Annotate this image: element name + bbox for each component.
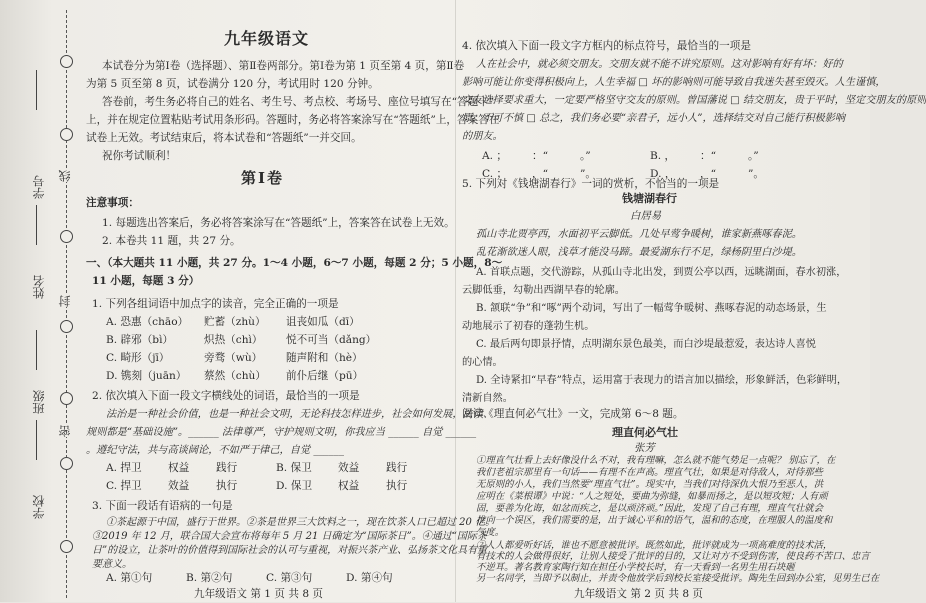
binding-hole: [60, 128, 73, 141]
option: 。”: [580, 150, 591, 162]
option: 执行: [216, 480, 238, 492]
passage-line: 规则都是“基础设施”。______ 法律尊严，守护规则文明，你我应当 ______ 自觉 ______: [86, 427, 477, 438]
option: C. ；: [482, 168, 508, 180]
option: B. 保卫: [276, 462, 312, 474]
option: D. 镌刻（juān）: [106, 370, 187, 382]
essay-line: 推向一个误区，我们需要的是，出于诚心平和的语气，温和的态度，在理服人的温度和: [476, 515, 833, 526]
poem-title: 钱塘湖春行: [622, 192, 677, 205]
note-item: 2. 本卷共 11 题，共 27 分。: [102, 235, 241, 247]
option: 前仆后继（pū）: [286, 370, 364, 382]
binding-hole: [60, 55, 73, 68]
label-name: 姓名: [32, 275, 46, 299]
poem-author: 白居易: [630, 210, 662, 222]
option: B. ，: [650, 150, 676, 162]
essay-line: 气度。: [476, 527, 505, 538]
poem-line: 乱花渐欲迷人眼，浅草才能没马蹄。最爱湖东行不足，绿杨阴里白沙堤。: [476, 247, 802, 258]
option: B. 辟邪（bì）: [106, 334, 174, 346]
option: ：“: [700, 150, 717, 162]
passage-line: 日”的设立，让茶叶的价值得到国际社会的认可与重视，对振兴茶产业、弘扬茶文化具有重: [92, 545, 488, 556]
page-footer: 九年级语文 第 1 页 共 8 页: [194, 588, 324, 600]
page-2: [462, 0, 926, 602]
essay-paragraph-1: [476, 455, 835, 539]
passage-line: 原，不可不慎 □ 总之，我们务必要“亲君子，远小人”，选择结交对自己能行积极影响: [462, 113, 846, 124]
passage-line: 交友选择要求重大，一定要严格坚守交友的原则。曾国藩说 □ 结交朋友，贵于平时，坚定交朋友的原则: [462, 95, 926, 106]
option: 随声附和（hè）: [286, 352, 363, 364]
fill-line: [36, 70, 37, 110]
option: D. 保卫: [276, 480, 313, 492]
passage-line: 的朋友。: [462, 131, 503, 142]
binding-hole: [60, 540, 73, 553]
fill-line: [36, 205, 37, 245]
question-4: 4. 依次填入下面一段文字方框内的标点符号，最恰当的一项是: [462, 40, 751, 52]
option: C. 第③句: [266, 572, 313, 584]
label-school: 学校: [32, 495, 46, 519]
page-divider: [455, 0, 456, 602]
passage-line: 。遵纪守法，共与高谈阔论，不如严于律己，自觉 ______: [86, 445, 344, 456]
essay-paragraph-2: [476, 540, 879, 584]
option: D. 全诗紧扣“早春”特点，运用富于表现力的语言加以描绘，形象鲜活，色彩鲜明，: [476, 375, 848, 386]
poem-line: 孤山寺北贾亭西，水面初平云脚低。几处早莺争暖树，谁家新燕啄春泥。: [476, 229, 802, 240]
option: D. ，: [650, 168, 676, 180]
intro-line: 为第 5 页至第 8 页，试卷满分 120 分，考试用时 120 分钟。: [86, 78, 379, 90]
seal-mark-secret: 密: [58, 425, 72, 437]
option: 清新自然。: [462, 393, 513, 404]
option: 云脚低垂，勾勒出西湖早春的轮廓。: [462, 285, 625, 296]
question-5: 5. 下列对《钱塘湖春行》一词的赏析，不恰当的一项是: [462, 178, 720, 190]
exam-title: 九年级语文: [224, 29, 310, 48]
option: 权益: [338, 480, 360, 492]
option: ”。: [580, 168, 597, 180]
option: ，“: [700, 168, 717, 180]
binding-hole: [60, 457, 73, 470]
label-student-id: 学号: [32, 175, 46, 199]
question-3: 3. 下面一段话有语病的一句是: [92, 500, 233, 512]
option: 的心情。: [462, 357, 503, 368]
option: B. 第②句: [186, 572, 233, 584]
passage-line: ③2019 年 12 月，联合国大会宣布将每年 5 月 21 日确定为“国际茶日”。④通过“国际茶: [92, 531, 487, 542]
option: A. ；: [482, 150, 507, 162]
option: 悦不可当（dǎng）: [286, 334, 377, 346]
option: 权益: [168, 462, 190, 474]
option: B. 颔联“争”和“啄”两个动词，写出了一幅莺争暖树、燕啄春泥的动态场景，生: [476, 303, 827, 314]
passage-line: 影响可能让你变得积极向上，人生幸福 □ 坏的影响则可能导致自我迷失甚至毁灭。人生谨慎，: [462, 77, 886, 88]
essay-line: 另一名同学，当即予以制止，并责令他放学后到校长室接受批评。陶先生回到办公室，见男生已在: [476, 573, 880, 584]
option: A. 捍卫: [106, 462, 142, 474]
option: 。”: [748, 150, 759, 162]
option: 贮蓄（zhù）: [204, 316, 266, 328]
option: ，“: [532, 168, 549, 180]
essay-line: 无原则的小人，我们当然要“理直气壮”。现实中，当我们对待深仇大恨乃至恶人，洪: [476, 479, 824, 490]
essay-line: 有技术的人会做得很好，让别人接受了批评的目的，又让对方不受到伤害，使良药不苦口、忠言: [476, 551, 870, 562]
option: 诅丧如瓜（dī）: [286, 316, 360, 328]
essay-line: 不逆耳。著名教育家陶行知在担任小学校长时，有一天看到一名男生用石块砸: [476, 562, 795, 573]
option: 践行: [386, 462, 408, 474]
label-class: 班级: [32, 390, 46, 414]
question-2: 2. 依次填入下面一段文字横线处的词语，最恰当的一项是: [92, 390, 360, 402]
notes-title: 注意事项：: [86, 197, 139, 209]
seal-mark-line: 线: [58, 170, 72, 182]
option: D. 第④句: [346, 572, 393, 584]
option: C. 畸形（jī）: [106, 352, 170, 364]
essay-title: 理直何必气壮: [612, 426, 678, 439]
binding-margin: [0, 0, 82, 602]
intro-line: 试卷上无效。考试结束后，将本试卷和“答题纸”一并交回。: [86, 132, 362, 144]
passage-line: 法治是一种社会价值，也是一种社会文明，无论科技怎样进步，社会如何发展，法律、: [106, 409, 494, 420]
option: ：“: [532, 150, 549, 162]
question-1: 1. 下列各组词语中加点字的读音，完全正确的一项是: [92, 298, 339, 310]
essay-line: 我们老祖宗那里有一句话——有理不在声高。理直气壮，如果是对待敌人，对待那些: [476, 467, 823, 478]
essay-line: 应明在《菜根谭》中说：“人之短处，要曲为弥缝，如暴而扬之，是以短攻短；人有顽: [476, 491, 828, 502]
passage-line: 人在社会中，就必须交朋友。交朋友就不能不讲究原则。这对影响有好有坏：好的: [476, 59, 843, 70]
option: 动地展示了初春的蓬勃生机。: [462, 321, 595, 332]
option: 效益: [338, 462, 360, 474]
option: 炽热（chì）: [204, 334, 263, 346]
essay-author: 张芳: [634, 442, 655, 454]
option: A. 首联点题，交代游踪，从孤山寺北出发，到贾公亭以西，远眺湖面，春水初涨，: [476, 267, 847, 278]
binding-hole: [60, 392, 73, 405]
seal-mark-seal: 封: [58, 295, 72, 307]
option: ”。: [748, 168, 765, 180]
intro-line: 祝你考试顺利！: [102, 150, 177, 162]
binding-hole: [60, 230, 73, 243]
option: 践行: [216, 462, 238, 474]
intro-line: 本试卷分为第Ⅰ卷（选择题）、第Ⅱ卷两部分。第Ⅰ卷为第 1 页至第 4 页，第Ⅱ卷: [102, 60, 465, 72]
page-footer: 九年级语文 第 2 页 共 8 页: [574, 588, 704, 600]
binding-hole: [60, 320, 73, 333]
fill-line: [36, 330, 37, 370]
intro-line: 上，并在规定位置粘贴考试用条形码。答题时，务必将答案涂写在“答题纸”上，答案答在: [86, 114, 500, 126]
part-title: 第Ⅰ卷: [241, 169, 285, 187]
option: 旁骛（wù）: [204, 352, 263, 364]
option: 蔡然（chù）: [204, 370, 266, 382]
option: 效益: [168, 480, 190, 492]
section-header: 一、（本大题共 11 小题，共 27 分。1～4 小题，6～7 小题，每题 2 分；5 小题，8～: [86, 257, 503, 269]
essay-line: 固，要善为化诲，如忿而疾之，是以顽济顽。”因此，发现了自己有理，理直气壮就会: [476, 503, 823, 514]
passage-line: 要意义。: [92, 559, 132, 570]
option: C. 捍卫: [106, 480, 142, 492]
essay-line: ①理直气壮看上去好像没什么不对，我有理嘛，怎么就不能气势足一点呢？ 别忘了，在: [476, 455, 836, 466]
option: 执行: [386, 480, 408, 492]
passage-line: ①茶起源于中国，盛行于世界。②茶是世界三大饮料之一，现在饮茶人口已超过 20 亿。: [106, 517, 496, 528]
option: A. 第①句: [106, 572, 153, 584]
reading-intro: 阅读《理直何必气壮》一文，完成第 6～8 题。: [462, 408, 684, 420]
intro-line: 答卷前，考生务必将自己的姓名、考生号、考点校、考场号、座位号填写在“答题卡”: [102, 96, 495, 108]
fill-line: [36, 420, 37, 460]
option: C. 最后两句即景抒情，点明湖东景色最美，而白沙堤最惹爱，表达诗人喜悦: [476, 339, 816, 350]
note-item: 1. 每题选出答案后，务必将答案涂写在“答题纸”上，答案答在试卷上无效。: [102, 217, 455, 229]
option: A. 恐惠（chāo）: [106, 316, 189, 328]
essay-line: ②人人都爱听好话，谁也不愿意被批评。既然如此，批评就成为一项高难度的技术活，: [476, 540, 833, 551]
section-header: 11 小题，每题 3 分）: [92, 275, 200, 287]
